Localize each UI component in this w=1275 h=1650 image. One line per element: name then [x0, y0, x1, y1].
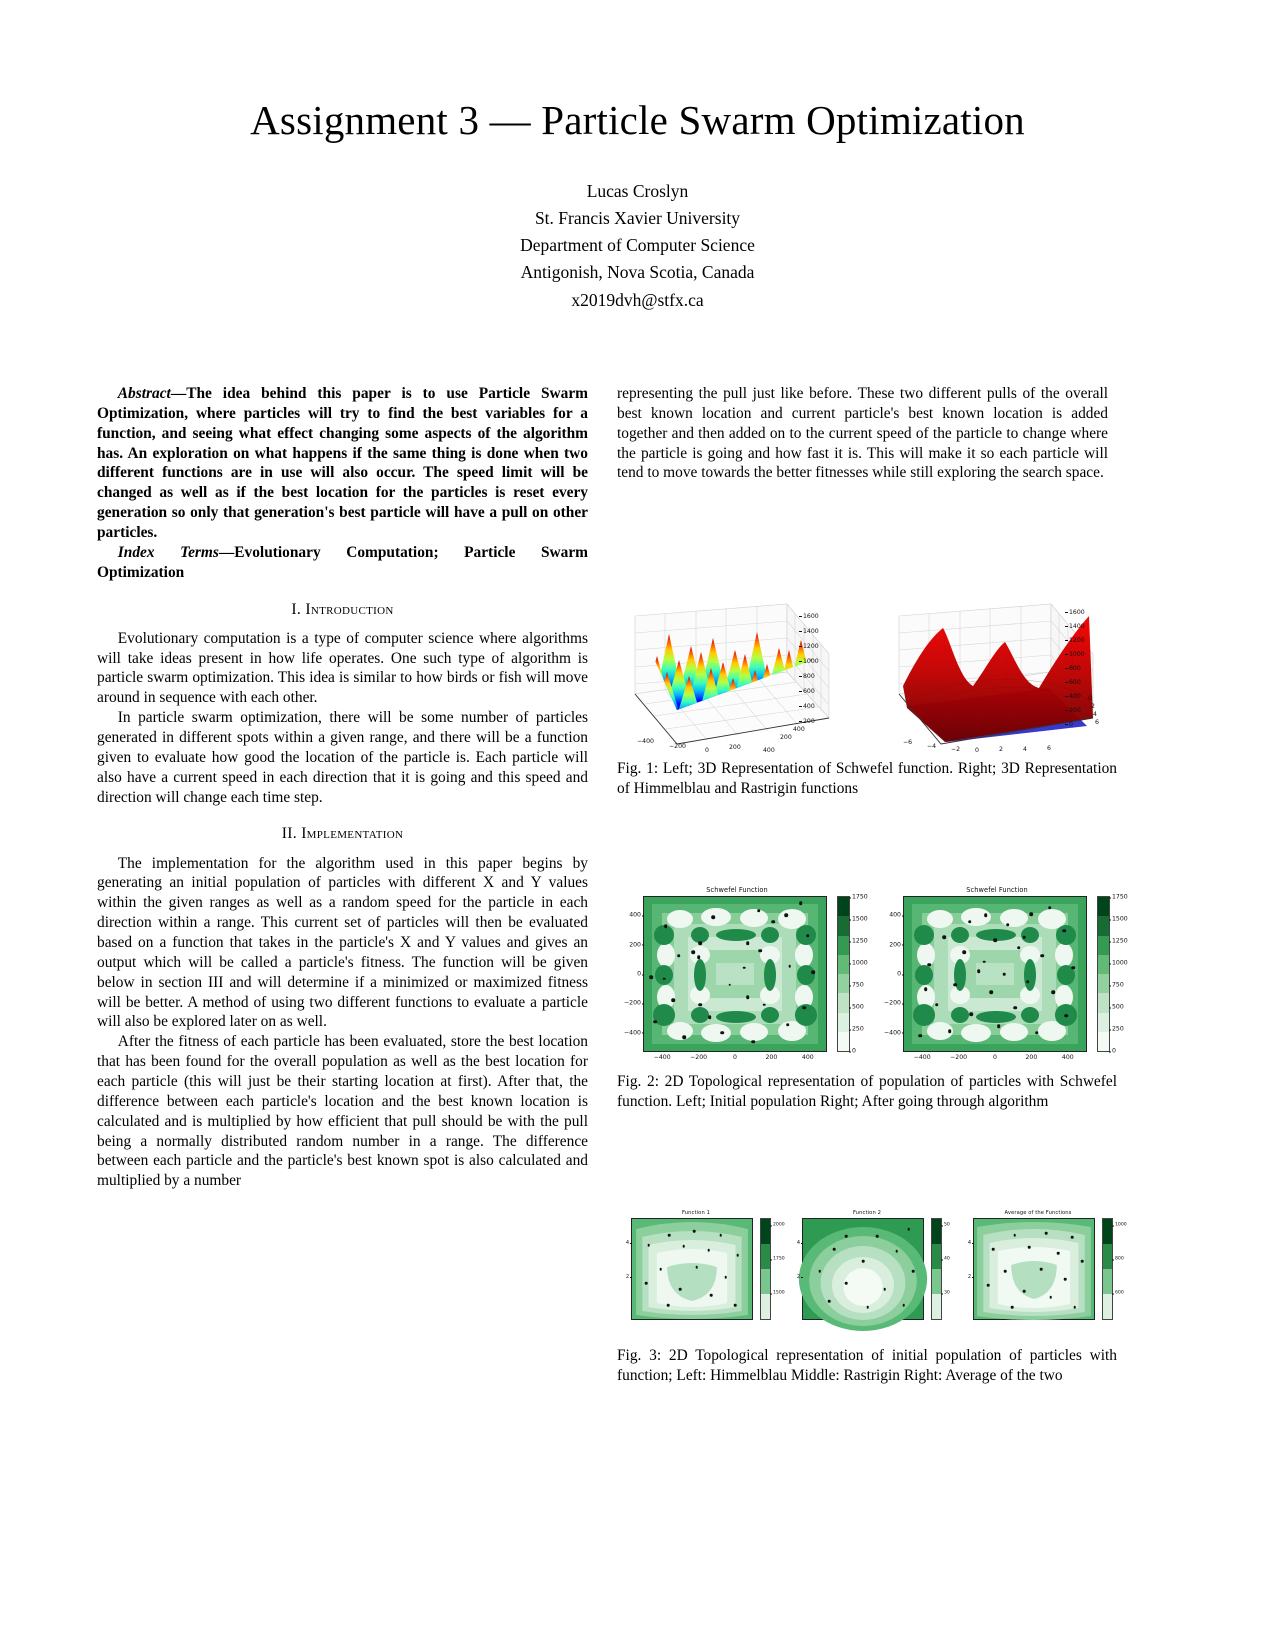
- cbar-tick: 1000: [1115, 1222, 1127, 1228]
- abstract-paragraph: [97, 384, 588, 543]
- cbar-tick: 250: [1112, 1025, 1124, 1033]
- page-title: Assignment 3 — Particle Swarm Optimization: [250, 97, 1025, 143]
- y-tick: 4: [625, 1240, 629, 1246]
- y-tick: −200: [884, 999, 901, 1007]
- cbar-tick: 1500: [773, 1290, 785, 1296]
- himmelblau-x-tick-n6: −6: [903, 739, 913, 746]
- cbar-tick: 750: [852, 981, 864, 989]
- figure-2: [617, 886, 1128, 1112]
- index-terms-label: Index Terms: [117, 543, 219, 561]
- contour-colorbar: [931, 1218, 950, 1320]
- contour-title: Schwefel Function: [706, 886, 768, 894]
- cbar-tick: 0: [852, 1047, 856, 1055]
- section-number: II.: [281, 825, 297, 843]
- index-terms-text: Evolutionary Computation; Particle Swarm Optimization: [97, 543, 588, 581]
- cbar-tick: 1500: [852, 915, 868, 923]
- cbar-tick: 600: [1115, 1290, 1124, 1296]
- schwefel-x-tick-0: 0: [705, 747, 709, 754]
- himmelblau-x-tick-n4: −4: [927, 743, 937, 750]
- schwefel-3d-surface: 1600 1400 1200 1000 800 600 400 200 −400 −200 0 200 400 400 200: [617, 598, 853, 750]
- section-heading-introduction: [97, 600, 588, 620]
- section-title: Implementation: [301, 825, 404, 843]
- author-block: [0, 178, 1275, 314]
- cbar-tick: 800: [1115, 1256, 1124, 1262]
- y-tick: −400: [624, 1029, 641, 1037]
- x-tick: 400: [801, 1054, 814, 1061]
- himmelblau-3d-svg: [881, 598, 1117, 750]
- schwefel-x-tick-n200: −200: [669, 743, 686, 750]
- right-column: [617, 384, 1108, 483]
- intro-paragraph-2: In particle swarm optimization, there will be some number of particles generated in different spots within a given range, and there will be a function given to evaluate how good the location of the particle is. Each particle will also have a current speed in each direction that it is going and this speed and direction will change each time step.: [97, 709, 588, 806]
- cbar-tick: 40: [944, 1256, 950, 1262]
- figure-3-caption: Fig. 3: 2D Topological representation of initial population of particles with function; Left: Himmelblau Middle: Rastrigin Right: Average of the two: [617, 1347, 1117, 1384]
- author-university: St. Francis Xavier University: [534, 208, 741, 229]
- schwefel-y-tick-200: 200: [780, 734, 792, 741]
- impl-paragraph-1: The implementation for the algorithm used in this paper begins by generating an initial population of particles with different X and Y values within the given ranges as well as a random speed for the particle in each direction within a range. This current set of particles will then be evaluated based on a function that takes in the particle's X and Y values and gives an output which will be called a particle's fitness. The function will be given below in section III and will determine if a minimized or maximized fitness will be better. A method of using two different functions to evaluate a particle will also be explored later on as well.: [97, 854, 588, 1031]
- section-title: Introduction: [305, 600, 394, 618]
- rastrigin-contour: [788, 1210, 950, 1320]
- cbar-tick: 50: [944, 1222, 950, 1228]
- himmelblau-y-tick-4: 4: [1093, 711, 1097, 718]
- himmelblau-rastrigin-3d-surface: 1600 1400 1200 1000 800 600 400 200 0 −6 −4 −2 0 2 4 6 6 4 2 0: [881, 598, 1117, 750]
- contour-colorbar: [1097, 893, 1128, 1055]
- figure-3-plots: [617, 1210, 1127, 1320]
- author-email: x2019dvh@stfx.ca: [571, 289, 704, 310]
- schwefel-contour-initial: [617, 886, 868, 1061]
- cbar-tick: 2000: [773, 1222, 785, 1228]
- contour-svg: [904, 897, 1086, 1051]
- himmelblau-x-tick-6: 6: [1047, 745, 1051, 752]
- cbar-tick: 1250: [852, 937, 868, 945]
- schwefel-x-tick-n400: −400: [637, 738, 654, 745]
- cbar-tick: 500: [1112, 1003, 1124, 1011]
- contour-title: Schwefel Function: [966, 886, 1028, 894]
- figure-1-caption: Fig. 1: Left; 3D Representation of Schwefel function. Right; 3D Representation of Himmelblau and Rastrigin functions: [617, 760, 1117, 797]
- contour-title: Function 1: [681, 1210, 710, 1216]
- contour-svg: [644, 897, 826, 1051]
- left-column: [97, 384, 588, 1191]
- y-tick: 2: [625, 1274, 629, 1280]
- y-tick: 0: [637, 970, 641, 978]
- y-tick: −200: [624, 999, 641, 1007]
- y-tick: 2: [967, 1274, 971, 1280]
- himmelblau-y-tick-0: 0: [1088, 695, 1092, 702]
- x-tick: 400: [1061, 1054, 1074, 1061]
- himmelblau-x-tick-2: 2: [999, 746, 1003, 753]
- y-tick: 200: [889, 941, 901, 949]
- cbar-tick: 1000: [852, 959, 868, 967]
- himmelblau-x-tick-n2: −2: [951, 746, 961, 753]
- cbar-tick: 500: [852, 1003, 864, 1011]
- schwefel-y-tick-400: 400: [793, 726, 805, 733]
- y-tick: 0: [897, 970, 901, 978]
- cbar-tick: 1250: [1112, 937, 1128, 945]
- cbar-tick: 30: [944, 1290, 950, 1296]
- contour-colorbar: [760, 1218, 785, 1320]
- schwefel-contour-final: [877, 886, 1128, 1061]
- abstract-text: The idea behind this paper is to use Particle Swarm Optimization, where particles will try to find the best variables for a function, and seeing what effect changing some aspects of the algorithm has. An exploration on what happens if the same thing is done when two different functions are in use will also occur. The speed limit will be changed as well as if the best location for the particles is reset every generation so only that generation's best particle will have a pull on other particles.: [97, 385, 588, 542]
- schwefel-3d-svg: [617, 598, 853, 750]
- figure-2-plots: [617, 886, 1128, 1061]
- himmelblau-y-tick-6: 6: [1095, 719, 1099, 726]
- x-tick: −400: [913, 1054, 931, 1061]
- cbar-tick: 250: [852, 1025, 864, 1033]
- contour-canvas: [796, 1218, 924, 1320]
- abstract-label: Abstract: [117, 385, 171, 402]
- impl-paragraph-2: After the fitness of each particle has been evaluated, store the best location that has been found for the overall population as well as the best location for each particle (this will just be their starting location at first). After that, the difference between each particle's location and the best known location is calculated and is multiplied by how efficient that pull should be with the pull being a normally distributed random number in a range. The difference between each particle and the particle's best known spot is also calculated and multiplied by a number: [97, 1033, 588, 1190]
- himmelblau-x-tick-0: 0: [975, 747, 979, 754]
- author-department: Department of Computer Science: [520, 235, 755, 256]
- average-contour: [959, 1210, 1127, 1320]
- x-tick: −200: [950, 1054, 968, 1061]
- right-continuation-paragraph: representing the pull just like before. These two different pulls of the overall best known location and current particle's best known location is added together and then added on to the current speed of the particle to change where the particle is going and how fast it is. This will make it so each particle will tend to move towards the better fitnesses while still exploring the search space.: [617, 385, 1108, 482]
- cbar-tick: 1750: [773, 1256, 785, 1262]
- cbar-tick: 1500: [1112, 915, 1128, 923]
- himmelblau-x-tick-4: 4: [1023, 746, 1027, 753]
- contour-canvas: [967, 1218, 1095, 1320]
- contour-colorbar: [837, 893, 868, 1055]
- x-tick: 200: [1025, 1054, 1038, 1061]
- x-tick: 200: [765, 1054, 778, 1061]
- figure-2-caption: Fig. 2: 2D Topological representation of population of particles with Schwefel function. Left; Initial population Right; After going through algorithm: [617, 1073, 1117, 1110]
- figure-3: [617, 1210, 1127, 1386]
- x-tick: −400: [653, 1054, 671, 1061]
- figure-1-plots: [617, 598, 1117, 754]
- x-tick: 0: [733, 1054, 737, 1061]
- y-tick: 200: [629, 941, 641, 949]
- himmelblau-y-tick-2: 2: [1091, 703, 1095, 710]
- cbar-tick: 0: [1112, 1047, 1116, 1055]
- contour-colorbar: [1102, 1218, 1127, 1320]
- x-tick: 0: [993, 1054, 997, 1061]
- schwefel-x-tick-400: 400: [763, 747, 775, 754]
- contour-title: Function 2: [852, 1210, 881, 1216]
- section-number: I.: [291, 600, 302, 618]
- contour-canvas: [624, 896, 827, 1061]
- intro-paragraph-1: Evolutionary computation is a type of computer science where algorithms will take ideas present in how life operates. One such type of algorithm is particle swarm optimization. This idea is similar to how birds or fish will move around in sequence with each other.: [97, 629, 588, 707]
- x-tick: −200: [690, 1054, 708, 1061]
- index-terms-dash: —: [218, 543, 235, 561]
- y-tick: 400: [889, 911, 901, 919]
- cbar-tick: 750: [1112, 981, 1124, 989]
- index-terms-paragraph: [97, 543, 588, 583]
- y-tick: 4: [967, 1240, 971, 1246]
- y-tick: 4: [796, 1240, 800, 1246]
- y-tick: −400: [884, 1029, 901, 1037]
- author-location: Antigonish, Nova Scotia, Canada: [520, 262, 755, 283]
- y-tick: 400: [629, 911, 641, 919]
- cbar-tick: 1750: [852, 893, 868, 901]
- cbar-tick: 1750: [1112, 893, 1128, 901]
- abstract-dash: —: [170, 385, 187, 402]
- contour-title: Average of the Functions: [1004, 1210, 1072, 1216]
- schwefel-x-tick-200: 200: [729, 744, 741, 751]
- himmelblau-contour: [617, 1210, 785, 1320]
- section-heading-implementation: [97, 824, 588, 844]
- contour-svg: [974, 1219, 1094, 1319]
- figure-1: [617, 598, 1117, 799]
- contour-canvas: [884, 896, 1087, 1061]
- cbar-tick: 1000: [1112, 959, 1128, 967]
- y-tick: 2: [796, 1274, 800, 1280]
- contour-canvas: [625, 1218, 753, 1320]
- author-name: Lucas Croslyn: [586, 181, 689, 201]
